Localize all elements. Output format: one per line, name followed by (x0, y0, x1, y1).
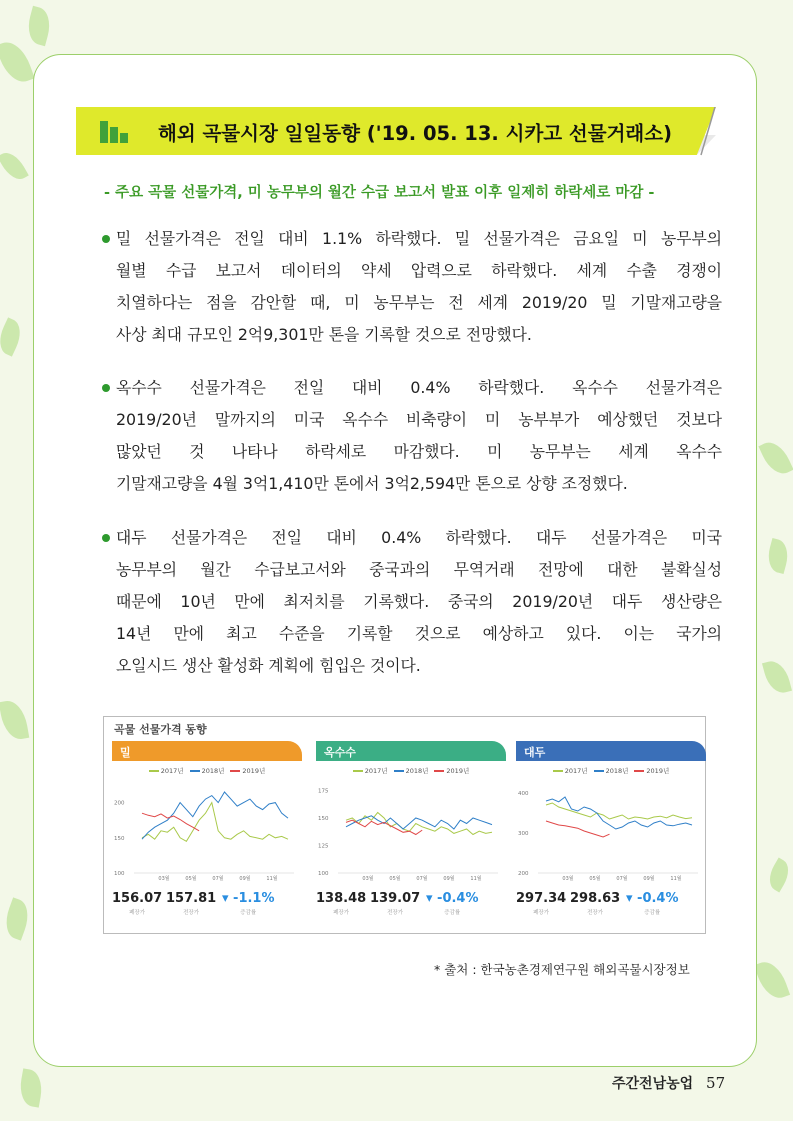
x-tick-label: 07월 (616, 876, 628, 882)
paragraph-line: 농무부의 월간 수급보고서와 중국과의 무역거래 전망에 대한 불확실성 (116, 560, 722, 579)
title-banner (76, 107, 716, 155)
x-tick-label: 11월 (470, 876, 482, 882)
x-tick-label: 03월 (562, 876, 574, 882)
price-stat (570, 891, 620, 916)
legend-entry: 2017년 (353, 766, 388, 775)
line-chart (112, 777, 302, 887)
stat-value: ▾ -1.1% (222, 891, 275, 906)
figure-title: 곡물 선물가격 동향 (114, 723, 207, 736)
chart-title: 옥수수 (316, 741, 506, 761)
legend-entry: 2018년 (394, 766, 429, 775)
y-tick-label: 150 (114, 835, 125, 842)
chart-panel (316, 741, 506, 931)
legend-entry: 2018년 (594, 766, 629, 775)
paragraph-line: 사상 최대 규모인 2억9,301만 톤을 기록할 것으로 전망했다. (116, 325, 532, 344)
stat-value: 297.34 (516, 891, 567, 906)
price-stats (316, 891, 506, 931)
x-tick-label: 03월 (158, 876, 170, 882)
decorative-leaf (758, 437, 793, 479)
legend-entry: 2017년 (553, 766, 588, 775)
stat-value: 298.63 (570, 891, 621, 906)
paragraph-line: 치열하다는 점을 감안할 때, 미 농무부는 전 세계 2019/20 밀 기말재고량을 (116, 293, 722, 312)
price-stats (112, 891, 302, 931)
chart-legend (112, 766, 302, 775)
line-chart (516, 777, 706, 887)
stat-value: 157.81 (166, 891, 217, 906)
y-tick-label: 200 (518, 871, 529, 877)
paragraph-line: 밀 선물가격은 전일 대비 1.1% 하락했다. 밀 선물가격은 금요일 미 농무부의 (116, 229, 722, 248)
x-tick-label: 03월 (362, 876, 374, 882)
bullet-dot (102, 534, 110, 542)
y-tick-label: 150 (318, 816, 329, 822)
price-stat (166, 891, 216, 916)
x-tick-label: 07월 (212, 876, 224, 882)
paragraph-soybean (102, 522, 722, 682)
series-line-2019년 (142, 813, 199, 831)
chart-title: 밀 (112, 741, 302, 761)
decorative-leaf (0, 37, 35, 87)
chart-panel (112, 741, 302, 931)
decorative-leaf (0, 317, 26, 356)
decorative-leaf (0, 698, 29, 742)
legend-entry: 2017년 (149, 766, 184, 775)
decorative-leaf (0, 897, 34, 940)
price-stat (370, 891, 420, 916)
stat-label: 전장가 (183, 910, 200, 916)
decorative-leaf (764, 538, 792, 574)
y-tick-label: 100 (114, 871, 125, 877)
series-line-2018년 (546, 797, 692, 829)
paragraph-line: 옥수수 선물가격은 전일 대비 0.4% 하락했다. 옥수수 선물가격은 (116, 378, 722, 397)
stat-label: 증감률 (444, 910, 461, 916)
bullet-dot (102, 384, 110, 392)
content-card (33, 54, 757, 1067)
price-stat (222, 891, 275, 916)
stat-label: 폐장가 (129, 910, 146, 916)
source-note: * 출처 : 한국농촌경제연구원 해외곡물시장정보 (434, 962, 690, 977)
subtitle: - 주요 곡물 선물가격, 미 농무부의 월간 수급 보고서 발표 이후 일제히 하락세로 마감 - (104, 185, 655, 201)
x-tick-label: 05월 (589, 876, 601, 882)
y-tick-label: 200 (114, 800, 125, 807)
paragraph-line: 대두 선물가격은 전일 대비 0.4% 하락했다. 대두 선물가격은 미국 (116, 528, 722, 547)
x-tick-label: 11월 (670, 876, 682, 882)
stat-label: 폐장가 (333, 910, 350, 916)
decorative-leaf (24, 6, 55, 46)
chart-title: 대두 (516, 741, 706, 761)
paragraph-line: 월별 수급 보고서 데이터의 약세 압력으로 하락했다. 세계 수출 경쟁이 (116, 261, 722, 280)
y-tick-label: 400 (518, 791, 529, 797)
x-tick-label: 07월 (416, 876, 428, 882)
paragraph-line: 때문에 10년 만에 최저치를 기록했다. 중국의 2019/20년 대두 생산량은 (116, 592, 722, 611)
series-line-2019년 (546, 821, 610, 837)
price-trend-figure (103, 716, 706, 934)
x-tick-label: 05월 (185, 876, 197, 882)
bullet-dot (102, 235, 110, 243)
decorative-leaf (764, 858, 793, 893)
page-footer (612, 1073, 725, 1093)
decorative-leaf (762, 658, 792, 697)
paragraph-line: 2019/20년 말까지의 미국 옥수수 비축량이 미 농부부가 예상했던 것보다 (116, 410, 722, 429)
decorative-leaf (0, 148, 29, 185)
stat-value: 139.07 (370, 891, 421, 906)
x-tick-label: 05월 (389, 876, 401, 882)
price-stat (626, 891, 679, 916)
chart-panel (516, 741, 706, 931)
stat-label: 증감률 (240, 910, 257, 916)
stat-label: 폐장가 (533, 910, 550, 916)
legend-entry: 2019년 (434, 766, 469, 775)
bar-chart-icon (100, 117, 134, 143)
stat-value: 138.48 (316, 891, 367, 906)
paragraph-line: 14년 만에 최고 수준을 기록할 것으로 예상하고 있다. 이는 국가의 (116, 624, 722, 643)
legend-entry: 2019년 (634, 766, 669, 775)
stat-label: 증감률 (644, 910, 661, 916)
series-line-2017년 (546, 803, 692, 819)
stat-value: ▾ -0.4% (626, 891, 679, 906)
legend-entry: 2019년 (230, 766, 265, 775)
stat-label: 전장가 (587, 910, 604, 916)
page-title: 해외 곡물시장 일일동향 ('19. 05. 13. 시카고 선물거래소) (158, 122, 673, 145)
stat-value: ▾ -0.4% (426, 891, 479, 906)
stat-value: 156.07 (112, 891, 163, 906)
decorative-leaf (17, 1068, 45, 1107)
decorative-leaf (754, 957, 790, 1003)
stat-label: 전장가 (387, 910, 404, 916)
y-tick-label: 125 (318, 843, 329, 850)
x-tick-label: 11월 (266, 876, 278, 882)
paragraph-line: 오일시드 생산 활성화 계획에 힘입은 것이다. (116, 656, 421, 675)
page-number: 57 (706, 1074, 726, 1092)
publication-name: 주간전남농업 (612, 1076, 694, 1092)
paragraph-line: 기말재고량을 4월 3억1,410만 톤에서 3억2,594만 톤으로 상향 조정했다. (116, 474, 628, 493)
x-tick-label: 09월 (443, 876, 455, 882)
chart-legend (316, 766, 506, 775)
x-tick-label: 09월 (643, 876, 655, 882)
y-tick-label: 175 (318, 788, 329, 795)
paragraph-line: 많았던 것 나타나 하락세로 마감했다. 미 농무부는 세계 옥수수 (116, 442, 722, 461)
x-tick-label: 09월 (239, 876, 251, 882)
series-line-2017년 (346, 813, 492, 835)
paragraph-corn (102, 372, 722, 500)
y-tick-label: 300 (518, 831, 529, 837)
price-stats (516, 891, 706, 931)
paragraph-wheat (102, 223, 722, 351)
chart-legend (516, 766, 706, 775)
y-tick-label: 100 (318, 871, 329, 877)
legend-entry: 2018년 (190, 766, 225, 775)
line-chart (316, 777, 506, 887)
price-stat (316, 891, 366, 916)
price-stat (112, 891, 162, 916)
price-stat (426, 891, 479, 916)
price-stat (516, 891, 566, 916)
banner-slash-decoration (699, 107, 717, 157)
